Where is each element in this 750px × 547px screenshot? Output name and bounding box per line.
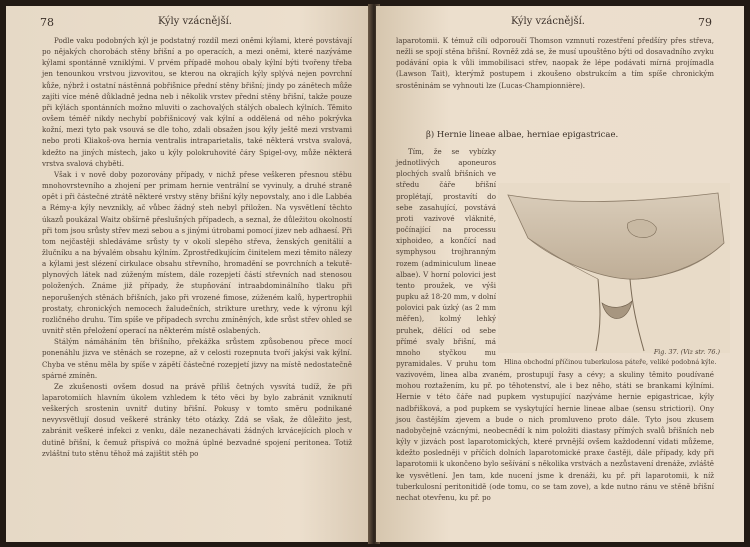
running-head-left: Kýly vzácnější. bbox=[158, 16, 232, 27]
section-title: β) Hernie lineae albae, herniae epigastricae. bbox=[426, 130, 619, 140]
paragraph: Podle vaku podobných kýl je podstatný rozdíl mezi oněmi kýlami, které povstávají po nějakých chorobách stěny břišní a po operacích, a mezi oněmi, které nazýváme kýlami spontánně vzniklými. V prvém případě mohou obaly kýlní býti tvořeny třeba jen tenounkou vrstvou jizvovitou, se kterou na okrajích kýly splývá nejen povrchní kůže, nýbrž i ostatní nástěnná pobřišnice přední stěny břišní; jindy po zánětech může zajíti více méně důkladně jedna neb i několik vrstev přední stěny břišní, takže pouze při kýlách spontánních možno mluviti o zachovalých stálých obalech kýlních. Těmito ovšem téměř nikdy nechybí pobřišnicový vak kýlní a oddělená od něho pokrývka kožní, mezi tyto pak vsouvá se dle toho, zdali obsažen jsou kýly ještě mezi vrstvami nebo proti Kliakoš-ova hernia ventralis intraparietalis, také některá vrstva svalová, kdežto na jiných místech, jako u kýly polokruhovité čáry Spigel-ovy, může některá vrstva svalová chyběti. bbox=[42, 36, 352, 168]
page-number-left: 78 bbox=[40, 16, 54, 29]
figure-description: Hlina obchodní příčinou tuberkulosa páteře, veliké podobná kýle. bbox=[504, 358, 717, 366]
left-page bbox=[6, 6, 372, 542]
paragraph: Stálým námáháním těn břišního, překážka srůstem způsobenou přece mocí ponenáhlu jizva ve stěnách se rozepne, až v celosti rozepnuta tvoří jakýsi vak kýlní. Chyba ve stěnu měla by spíše v zápětí částečné rozepjetí jizvy na místě nedostatečně spárné zmíněn. bbox=[42, 337, 352, 380]
page-number-right: 79 bbox=[698, 16, 712, 29]
paragraph: Však i v nově doby pozorovány případy, v nichž přese veškeren přesnou stěbu mnohovrstevního a zhojení per primam hernie ventrální se vyvinuly, a druhé straně opět i při částečné ztrátě některé vrstvy stěny břišní kýly nepovstaly, ano i dle Labbéa a Rémy-a kýly nevznikly, ač vůbec žádný steh nebyl přiložen. Na vysvětlení těchto úkazů poukázal Waitz obšírně přeslušných případech, a seznal, že důležitou okolností při tom jsou srůsty střev mezi sebou a s jinými útrobami pomocí jizev neb adhaesí. Při tom nejčastěji shledáváme srůsty ty v okolí slepého střeva, ženských genitálií a žlučníku a na bývalém obsahu kýlním. Zprostředkujícím činitelem mezi těmito nálezy a kýlami jest slézení cirkulace obsahu střevního, hromadění se povrchních a tekutě-plynových látek nad zúženým místem, dále rozepjetí částí střevních nad stenosou položených. Známe již případy, že stupňování intraabdominálního tlaku při neporušených stěnách břišních, jako při vrozené fimose, zúženém kalů, hypertrophii prostaty, chronických nemocech žaludečních, strikture urethry, vede k výronu kýl rozličného druhu. Tím spíše ve případech svrchu zmíněných, kde srůst střev ohled se uvnitř stěn přeložení operací na některém místě oslabených. bbox=[42, 169, 352, 336]
right-page bbox=[376, 6, 744, 542]
figure-label: Fig. 37. (Viz str. 76.) bbox=[653, 348, 720, 356]
figure-caption bbox=[504, 347, 732, 367]
running-head-right: Kýly vzácnější. bbox=[511, 16, 585, 27]
right-top-text bbox=[396, 35, 714, 91]
left-page-body bbox=[42, 35, 352, 459]
paragraph: Ze zkušenosti ovšem dosud na právě příliš četných vysvítá tudíž, že při laparotomiích hlavním úkolem vzhledem k této věci by bylo zabránit vzniknutí veškerých srostenin uvnitř dutiny břišní. Pokusy v tomto směru podnikané nevyvsvětlují dosud veškeré stránky této otázky. Zdá se však, že důležito jest, zabránit veškeré infekci z venku, dále nezanechávati žádných krvácejících ploch v dutině břišní, k čemuž přispívá co možná úplné bezvadné spojení peritonea. Totiž zvláštní tuto stěnu těhož má zajištit stěh po bbox=[42, 381, 352, 458]
anatomical-figure bbox=[498, 183, 730, 353]
paragraph: laparotomii. K témuž cíli odporoučí Thomson vzmnutí rozestření předšíry přes střeva, nežli se spojí stěna břišní. Rovněž zdá se, že musí upouštěno býti od dosavadního zvyku podávání opia k vůli immobilisaci střev, naopak že lépe podávati mírná projímadla (Lawson Tait), kterýmž postupem i zkoušeno obstrukcím a tím spíše chronickým srostěninám se vyhnouti lze (Lucas-Championnière). bbox=[396, 36, 714, 90]
paragraph: Tím, že se vybízky jednotlivých aponeuros plochých svalů břišních ve středu čáře břišní proplétají, prostavítí do sebe zasahující, povstává proti vazivové vláknité, počínající na processu xiphoideo, a končící nad symphysou trojhranným rozem (adminiculum lineae albae). V horní polovici jest tento proužek, ve výši pupku až 18-20 mm, v dolní polovici pak úzký (as 2 mm měřen), kolmý lehký pruhek, dělící od sebe přímé svaly břišní, má mnoho styčkou mu pyramidales. V pruhu tom vazivovém, linea alba zvaném, prostupují řasy a cévy; a skuliny těmito poudívané mohou roztažením, ku př. po těhotenství, ale i bez něho, státi se brankami kýlními. Hernie v této čáře nad pupkem vystupující nazýváme hernie epigastricae, kýly nadbřišková, a pod pupkem se vyskytující hernie lineae albae (sensu strictiori). Ony jsou častějším zjevem a bude o nich promluveno proto dále. Tyto jsou zkusem nadobyčejně vzácnými, neobecnědí k nim položiti diastasy přímých svalů břišních neb kýly v jizvách post laparotomických, které prvnější ovšem každodenní vídati můžeme, kdežto posledněji v příčích dolních laparotomické praxe častěji, dále případy, kdy při laparotomii k ukončeno bylo sešívání s několika vrstvách a nezůstavení drenáže, zvláště ke vysvětlení. Jen tam, kde nucení jsme k drenáži, ku př. při laparotomii, k níž tuberkulosní peritonitidě (ode tomu, co se tam zove), a kde nutno ránu ve stěně břišní nechat otevřenu, ku př. po bbox=[396, 147, 714, 502]
